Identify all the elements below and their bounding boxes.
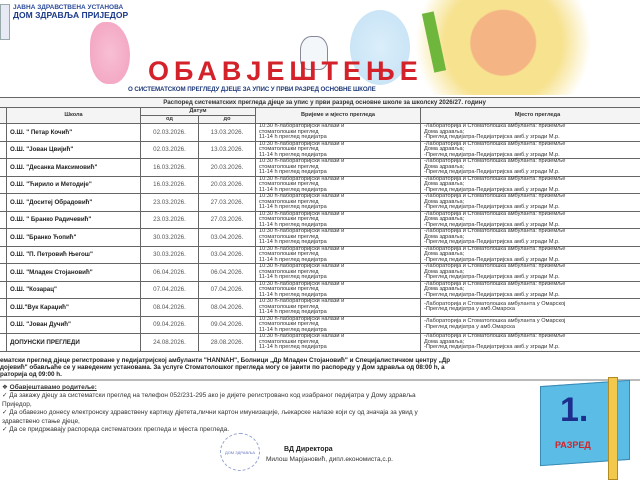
exam-time <box>256 124 421 142</box>
cell-line: 10:30 h-лабораторијски налази и <box>259 210 345 217</box>
exam-time <box>256 299 421 317</box>
date-from: 08.04.2026. <box>141 299 199 317</box>
cell-line: 11-14 h преглед педијатра <box>259 256 327 263</box>
date-to: 13.03.2026. <box>199 141 256 159</box>
cell-line: -Лабораторија и Стоматолошка амбуланта: приземље <box>424 280 566 287</box>
table-row <box>0 334 640 352</box>
cell-line: стоматолошки преглед <box>259 233 319 240</box>
note-line: ематски преглед дјеце регистроване у педијатријској амбуланти "HANNAH", Болници „Др Младен Стојановић" и Специјалистичком центру „Др <box>0 357 451 364</box>
table-row <box>0 264 640 282</box>
org-name-line2: ДОМ ЗДРАВЉА ПРИЈЕДОР <box>13 10 129 20</box>
cell-line: стоматолошки преглед <box>259 268 319 275</box>
cell-line: 11-14 h преглед педијатра <box>259 326 327 333</box>
cell-line: -Преглед педијатра у амб.Омарска <box>424 306 515 313</box>
date-from: 30.03.2026. <box>141 246 199 264</box>
date-to: 28.08.2026. <box>199 334 256 352</box>
cell-line: стоматолошки преглед <box>259 163 319 170</box>
date-to: 07.04.2026. <box>199 281 256 299</box>
exam-place <box>421 176 640 194</box>
school-name: О.Ш. "Десанка Максимовић" <box>7 159 141 177</box>
signature-role: ВД Директора <box>284 446 333 453</box>
check-icon: ✓ <box>2 426 10 434</box>
notice-item: Да се придржавају распореда систематских прегледа и мјеста прегледа. <box>9 426 230 434</box>
cell-line: 11-14 h преглед педијатра <box>259 344 327 350</box>
exam-time <box>256 281 421 299</box>
school-name: О.Ш."Вук Караџић" <box>7 299 141 317</box>
cell-line: -Лабораторија и Стоматолошка амбуланта: приземље <box>424 140 566 147</box>
cell-line: -Лабораторија и Стоматолошка амбуланта: приземље <box>424 263 566 269</box>
date-to: 09.04.2026. <box>199 316 256 334</box>
cell-line: 11-14 h преглед педијатра <box>259 204 327 210</box>
cell-line: Дома здравља; <box>424 286 465 292</box>
cell-line: 10:30 h-лабораторијски налази и <box>259 140 345 147</box>
cell-line: Дома здравља; <box>424 163 465 170</box>
cell-line: -Преглед педијатра-Педијатријска амб.у згради М.р. <box>424 239 560 245</box>
table-row <box>0 124 640 142</box>
cell-line: -Лабораторија и Стоматолошка амбуланта: приземље <box>424 175 566 182</box>
cell-line: Дома здравља; <box>424 181 465 187</box>
cell-line: Дома здравља; <box>424 233 465 240</box>
page-subtitle: О СИСТЕМАТСКОМ ПРЕГЛЕДУ ДЈЕЦЕ ЗА УПИС У ПРВИ РАЗРЕД ОСНОВНЕ ШКОЛЕ <box>128 86 376 93</box>
cell-line: 10:30 h-лабораторијски налази и <box>259 280 345 287</box>
stamp: ДОМ ЗДРАВЉА <box>220 433 260 471</box>
grade-number: 1. <box>560 391 589 429</box>
cell-line: стоматолошки преглед <box>259 198 319 205</box>
cell-line: 11-14 h преглед педијатра <box>259 274 327 280</box>
header-from: од <box>141 116 199 124</box>
notice-heading: Обавјештавамо родитеље: <box>9 384 97 391</box>
cell-line: -Преглед педијатра-Педијатријска амб.у згради М.р. <box>424 221 560 228</box>
cell-line: стоматолошки преглед <box>259 338 319 345</box>
date-from: 16.03.2026. <box>141 159 199 177</box>
date-from: 30.03.2026. <box>141 229 199 247</box>
school-name: О.Ш. "Ћирило и Методије" <box>7 176 141 194</box>
cell-line: стоматолошки преглед <box>259 128 319 135</box>
school-name: О.Ш. " Бранко Радичевић" <box>7 211 141 229</box>
header-school: Школа <box>7 108 141 124</box>
exam-time <box>256 176 421 194</box>
school-name: О.Ш. "Младен Стојановић" <box>7 264 141 282</box>
cell-line: стоматолошки преглед <box>259 286 319 292</box>
exam-place <box>421 281 640 299</box>
table-row <box>0 299 640 317</box>
school-name: О.Ш. "Јован Цвијић" <box>7 141 141 159</box>
table-row <box>0 176 640 194</box>
cell-line: 10:30 h-лабораторијски налази и <box>259 228 345 234</box>
date-to: 27.03.2026. <box>199 194 256 212</box>
cell-line: -Лабораторија и Стоматолошка амбуланта: приземље <box>424 193 566 199</box>
date-to: 27.03.2026. <box>199 211 256 229</box>
cell-line: -Лабораторија и Стоматолошка амбуланта у Омарској <box>424 318 566 325</box>
table-row <box>0 141 640 159</box>
table-row <box>0 246 640 264</box>
school-name: О.Ш. "П. Петровић Његош" <box>7 246 141 264</box>
exam-place <box>421 211 640 229</box>
date-from: 16.03.2026. <box>141 176 199 194</box>
header-date: Датум <box>141 108 256 116</box>
exam-place <box>421 141 640 159</box>
date-to: 03.04.2026. <box>199 246 256 264</box>
cell-line: 10:30 h-лабораторијски налази и <box>259 263 345 269</box>
logo <box>0 4 10 40</box>
cell-line: -Преглед педијатра-Педијатријска амб.у згради М.р. <box>424 186 560 193</box>
cell-line: стоматолошки преглед <box>259 181 319 187</box>
date-to: 20.03.2026. <box>199 176 256 194</box>
cell-line: -Преглед педијатра-Педијатријска амб.у згради М.р. <box>424 256 560 263</box>
exam-place <box>421 316 640 334</box>
cell-line: 11-14 h преглед педијатра <box>259 134 327 140</box>
cell-line: -Преглед педијатра-Педијатријска амб.у згради М.р. <box>424 344 560 350</box>
butterfly-illustration <box>90 22 130 84</box>
exam-time <box>256 264 421 282</box>
exam-time <box>256 316 421 334</box>
cell-line: -Лабораторија и Стоматолошка амбуланта: приземље <box>424 245 566 252</box>
school-name: О.Ш. "Јован Дучић" <box>7 316 141 334</box>
cell-line: 10:30 h-лабораторијски налази и <box>259 175 345 182</box>
date-from: 09.04.2026. <box>141 316 199 334</box>
header-time: Вријеме и мјесто прегледа <box>256 108 421 124</box>
exam-place <box>421 124 640 142</box>
pencil-illustration <box>608 377 618 480</box>
cell-line: Дома здравља; <box>424 216 465 222</box>
cell-line: -Лабораторија и Стоматолошка амбуланта: приземље <box>424 333 566 339</box>
cell-line: -Лабораторија и Стоматолошка амбуланта: приземље <box>424 123 566 129</box>
children-illustration <box>412 0 640 95</box>
table-row <box>0 194 640 212</box>
table-row <box>0 229 640 247</box>
cell-line: стоматолошки преглед <box>259 251 319 257</box>
cell-line: Дома здравља; <box>424 146 465 152</box>
exam-time <box>256 211 421 229</box>
cell-line: -Преглед педијатра у амб.Омарска <box>424 323 515 330</box>
exam-time <box>256 159 421 177</box>
notice-item: Да закажу дјецу за систематски преглед на телефон 052/231-295 ако је дијете регистровано код изабраног педијатра у Дому здравља Приједор, <box>2 392 416 408</box>
cell-line: 11-14 h преглед педијатра <box>259 239 327 245</box>
cell-line: Дома здравља; <box>424 338 465 345</box>
school-name: ДОПУНСКИ ПРЕГЛЕДИ <box>7 334 141 352</box>
cell-line: 11-14 h преглед педијатра <box>259 169 327 175</box>
note-line: раторија од 09:00 h. <box>0 371 62 378</box>
cell-line: 10:30 h-лабораторијски налази и <box>259 315 345 322</box>
school-name: О.Ш. "Доситеј Обрадовић" <box>7 194 141 212</box>
parent-notice <box>2 384 422 434</box>
cell-line: 11-14 h преглед педијатра <box>259 291 327 298</box>
cell-line: 10:30 h-лабораторијски налази и <box>259 333 345 339</box>
table-caption: Распоред систематских прегледа дјеце за упис у први разред основне школе за школску 2026/27. годину <box>0 98 640 108</box>
table-row <box>0 159 640 177</box>
check-icon: ✓ <box>2 392 10 400</box>
cell-line: 10:30 h-лабораторијски налази и <box>259 158 345 164</box>
exam-place <box>421 159 640 177</box>
schedule-table <box>0 97 640 352</box>
exam-time <box>256 246 421 264</box>
divider <box>0 379 640 381</box>
date-from: 02.03.2026. <box>141 124 199 142</box>
signature-name: Милош Марјановић, дипл.економиста,с.р. <box>266 456 393 463</box>
table-row <box>0 281 640 299</box>
cell-line: -Лабораторија и Стоматолошка амбуланта: приземље <box>424 158 566 164</box>
cell-line: Дома здравља; <box>424 251 465 257</box>
cell-line: Дома здравља; <box>424 128 465 135</box>
cell-line: 10:30 h-лабораторијски налази и <box>259 298 345 304</box>
table-row <box>0 211 640 229</box>
cell-line: 10:30 h-лабораторијски налази и <box>259 123 345 129</box>
exam-place <box>421 229 640 247</box>
cell-line: -Лабораторија и Стоматолошка амбуланта: приземље <box>424 228 566 234</box>
date-from: 23.03.2026. <box>141 211 199 229</box>
date-from: 24.08.2026. <box>141 334 199 352</box>
exam-time <box>256 229 421 247</box>
date-from: 06.04.2026. <box>141 264 199 282</box>
exam-place <box>421 194 640 212</box>
school-name: О.Ш. "Козарац" <box>7 281 141 299</box>
date-from: 02.03.2026. <box>141 141 199 159</box>
cell-line: 10:30 h-лабораторијски налази и <box>259 193 345 199</box>
note-line: дојевић" обављаће се у наведеним установама. За услуге Стоматолошког прегледа могу се јавити по распореду у Дом здравља од 08:00 h, а <box>0 364 445 371</box>
date-from: 23.03.2026. <box>141 194 199 212</box>
cell-line: 11-14 h преглед педијатра <box>259 221 327 228</box>
exam-time <box>256 194 421 212</box>
notice-item: Да обавезно донесу електронску здравствену картицу дјетета,лични картон имунизације, љекарске налазе који су од значаја за увид у здравствено стање дјеце, <box>2 409 418 425</box>
cell-line: стоматолошки преглед <box>259 146 319 152</box>
cell-line: стоматолошки преглед <box>259 216 319 222</box>
page-title: ОБАВЈЕШТЕЊЕ <box>148 56 423 86</box>
cell-line: -Лабораторија и Стоматолошка амбуланта: приземље <box>424 210 566 217</box>
cell-line: 10:30 h-лабораторијски налази и <box>259 245 345 252</box>
exam-place <box>421 264 640 282</box>
header-place: Мјесто прегледа <box>421 108 640 124</box>
exam-time <box>256 141 421 159</box>
diamond-bullet-icon: ❖ <box>2 384 10 391</box>
school-name: О.Ш. " Петар Кочић" <box>7 124 141 142</box>
exam-time <box>256 334 421 352</box>
cell-line: Дома здравља; <box>424 268 465 275</box>
cell-line: 11-14 h преглед педијатра <box>259 186 327 193</box>
exam-place <box>421 334 640 352</box>
date-to: 03.04.2026. <box>199 229 256 247</box>
grade-label: РАЗРЕД <box>555 440 591 450</box>
date-to: 08.04.2026. <box>199 299 256 317</box>
date-to: 13.03.2026. <box>199 124 256 142</box>
date-from: 07.04.2026. <box>141 281 199 299</box>
cell-line: 11-14 h преглед педијатра <box>259 151 327 158</box>
header-to: до <box>199 116 256 124</box>
table-notes <box>0 357 640 378</box>
cell-line: стоматолошки преглед <box>259 303 319 310</box>
date-to: 06.04.2026. <box>199 264 256 282</box>
cell-line: -Преглед педијатра-Педијатријска амб.у згради М.р. <box>424 134 560 140</box>
exam-place <box>421 246 640 264</box>
cell-line: стоматолошки преглед <box>259 321 319 327</box>
cell-line: 11-14 h преглед педијатра <box>259 309 327 315</box>
org-name-line1: ЈАВНА ЗДРАВСТВЕНА УСТАНОВА <box>13 4 124 11</box>
cell-line: -Преглед педијатра-Педијатријска амб.у згради М.р. <box>424 169 560 175</box>
cell-line: Дома здравља; <box>424 198 465 205</box>
date-to: 20.03.2026. <box>199 159 256 177</box>
table-row <box>0 316 640 334</box>
cell-line: -Преглед педијатра-Педијатријска амб.у згради М.р. <box>424 274 560 280</box>
cell-line: -Преглед педијатра-Педијатријска амб.у згради М.р. <box>424 204 560 210</box>
cell-line: -Преглед педијатра-Педијатријска амб.у згради М.р. <box>424 291 560 298</box>
cell-line: -Лабораторија и Стоматолошка амбуланта у Омарској <box>424 300 566 307</box>
exam-place <box>421 299 640 317</box>
cell-line: -Преглед педијатра-Педијатријска амб.у згради М.р. <box>424 151 560 158</box>
check-icon: ✓ <box>2 409 10 417</box>
school-name: О.Ш. "Бранко Ћопић" <box>7 229 141 247</box>
